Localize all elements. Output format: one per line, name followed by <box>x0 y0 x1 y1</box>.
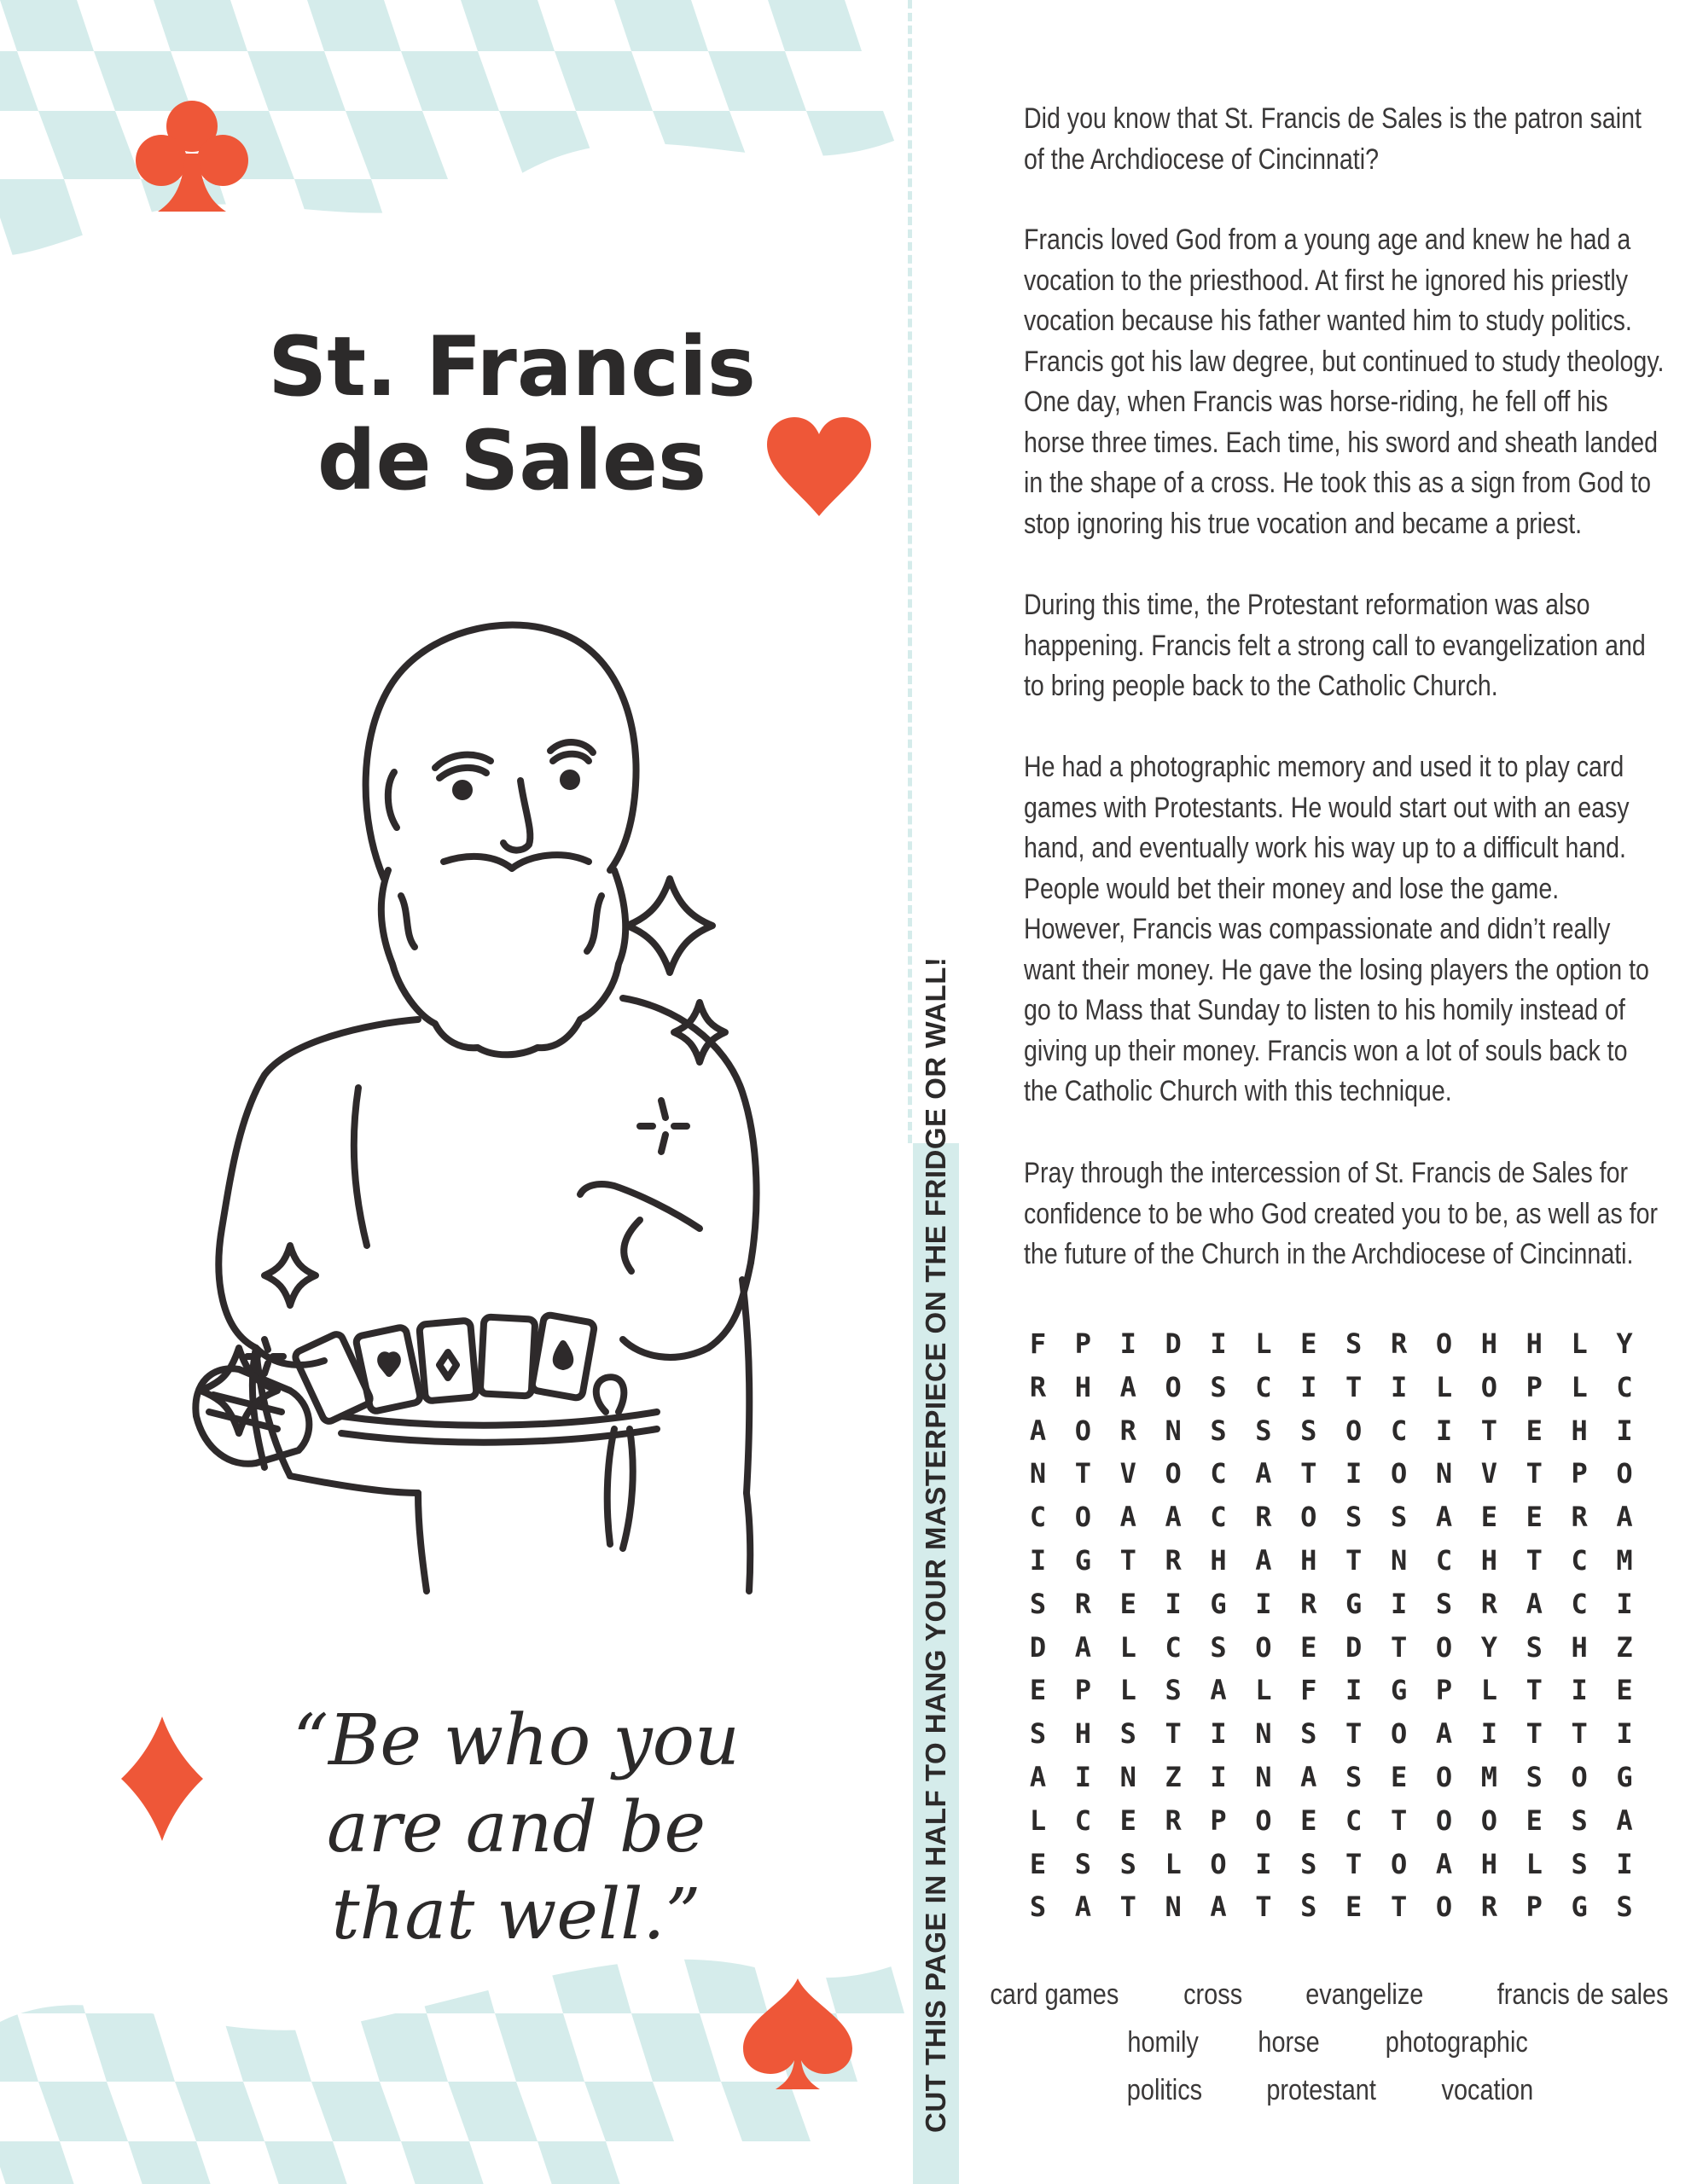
paragraph-line: horse three times. Each time, his sword and sheath landed <box>1024 426 1658 459</box>
word-list <box>990 1971 1669 2114</box>
word-search-letter: S <box>1300 1717 1317 1751</box>
paragraph-line: However, Francis was compassionate and didn’t really <box>1024 913 1611 945</box>
word-search-row <box>1015 1669 1647 1712</box>
word-search-letter: T <box>1300 1457 1317 1490</box>
word-search-letter: L <box>1029 1804 1047 1837</box>
word-search-letter: S <box>1390 1501 1408 1534</box>
word-search-row <box>1015 1583 1647 1626</box>
word-search-letter: T <box>1390 1891 1408 1924</box>
word-search-letter: O <box>1255 1804 1272 1837</box>
word-search-letter: S <box>1435 1587 1453 1620</box>
word-search-letter: S <box>1119 1717 1136 1751</box>
word-search-letter: S <box>1526 1630 1543 1664</box>
word-search-letter: D <box>1165 1327 1182 1360</box>
word-search-letter: S <box>1029 1717 1047 1751</box>
word-search-letter: O <box>1435 1327 1453 1360</box>
word-search-letter: T <box>1480 1414 1497 1447</box>
word-search-letter: S <box>1345 1501 1363 1534</box>
word-search-letter: H <box>1480 1847 1497 1880</box>
paragraph-line: stop ignoring his true vocation and became a priest. <box>1024 507 1583 540</box>
word-search-row <box>1015 1452 1647 1496</box>
word-search-letter: A <box>1119 1501 1136 1534</box>
word-search-letter: I <box>1390 1370 1408 1403</box>
word-search-letter: O <box>1435 1891 1453 1924</box>
word-search-letter: O <box>1210 1847 1227 1880</box>
word-search-letter: R <box>1074 1587 1091 1620</box>
page-title <box>196 320 828 508</box>
word-search-letter: N <box>1390 1543 1408 1577</box>
word-search-letter: S <box>1210 1370 1227 1403</box>
word-search-letter: I <box>1119 1327 1136 1360</box>
word-search-letter: L <box>1255 1327 1272 1360</box>
word-list-item: vocation <box>1441 2074 1534 2106</box>
word-search-letter: T <box>1074 1457 1091 1490</box>
word-search-row <box>1015 1409 1647 1453</box>
word-search-letter: N <box>1255 1760 1272 1793</box>
word-search-letter: A <box>1435 1847 1453 1880</box>
word-search-letter: F <box>1300 1674 1317 1707</box>
saint-illustration <box>162 597 896 1604</box>
word-search-letter: E <box>1526 1804 1543 1837</box>
word-search-letter: Y <box>1616 1327 1633 1360</box>
word-search-letter: T <box>1345 1847 1363 1880</box>
word-search-letter: I <box>1300 1370 1317 1403</box>
word-search-letter: S <box>1119 1847 1136 1880</box>
word-search-letter: S <box>1345 1327 1363 1360</box>
word-search-letter: P <box>1526 1370 1543 1403</box>
word-search-letter: O <box>1480 1804 1497 1837</box>
word-search-letter: N <box>1165 1414 1182 1447</box>
quote-line-3: that well.” <box>331 1874 701 1955</box>
title-line-2: de Sales <box>317 413 707 508</box>
word-search-letter: S <box>1074 1847 1091 1880</box>
quote-line-2: are and be <box>327 1787 706 1868</box>
word-search-letter: O <box>1435 1760 1453 1793</box>
word-search-letter: P <box>1074 1674 1091 1707</box>
word-search-letter: R <box>1119 1414 1136 1447</box>
word-search-letter: O <box>1616 1457 1633 1490</box>
word-search-letter: E <box>1480 1501 1497 1534</box>
paragraph-prayer <box>1024 1153 1672 1275</box>
word-search-letter: I <box>1571 1674 1588 1707</box>
word-search-letter: T <box>1526 1543 1543 1577</box>
word-search-letter: H <box>1571 1630 1588 1664</box>
word-search-letter: A <box>1616 1501 1633 1534</box>
word-search-letter: R <box>1029 1370 1047 1403</box>
word-search-letter: G <box>1616 1760 1633 1793</box>
word-search-letter: S <box>1210 1630 1227 1664</box>
word-search-letter: T <box>1255 1891 1272 1924</box>
word-search-letter: C <box>1210 1457 1227 1490</box>
word-search-letter: A <box>1165 1501 1182 1534</box>
word-search-letter: C <box>1029 1501 1047 1534</box>
word-search-letter: T <box>1345 1370 1363 1403</box>
word-search-letter: E <box>1390 1760 1408 1793</box>
word-search-letter: S <box>1571 1804 1588 1837</box>
word-search-letter: R <box>1480 1891 1497 1924</box>
word-search-letter: R <box>1255 1501 1272 1534</box>
word-search-letter: T <box>1119 1891 1136 1924</box>
word-search-letter: V <box>1480 1457 1497 1490</box>
word-search-letter: A <box>1435 1717 1453 1751</box>
paragraph-line: the Catholic Church with this technique. <box>1024 1075 1452 1107</box>
word-search-letter: L <box>1255 1674 1272 1707</box>
word-search-row <box>1015 1885 1647 1929</box>
word-search-letter: T <box>1345 1717 1363 1751</box>
word-search-letter: I <box>1345 1674 1363 1707</box>
word-search-letter: P <box>1526 1891 1543 1924</box>
word-search-letter: I <box>1210 1717 1227 1751</box>
word-search-letter: H <box>1074 1370 1091 1403</box>
word-search-letter: I <box>1435 1414 1453 1447</box>
word-search-letter: R <box>1165 1804 1182 1837</box>
word-search-letter: I <box>1390 1587 1408 1620</box>
word-search-letter: G <box>1074 1543 1091 1577</box>
paragraph-line: vocation because his father wanted him to study politics. <box>1024 305 1632 337</box>
paragraph-line: He had a photographic memory and used it to play card <box>1024 751 1624 783</box>
word-search-letter: C <box>1210 1501 1227 1534</box>
word-search-letter: C <box>1571 1543 1588 1577</box>
word-search-row <box>1015 1366 1647 1409</box>
word-search-letter: I <box>1210 1760 1227 1793</box>
word-list-row <box>990 1971 1669 2018</box>
quote <box>213 1698 819 1959</box>
word-search-grid <box>1015 1322 1647 1929</box>
word-search-letter: T <box>1390 1804 1408 1837</box>
paragraph-line: Did you know that St. Francis de Sales is the patron saint <box>1024 102 1642 135</box>
paragraph-line: want their money. He gave the losing players the option to <box>1024 953 1649 986</box>
word-search-letter: I <box>1480 1717 1497 1751</box>
word-search-letter: L <box>1571 1327 1588 1360</box>
word-search-letter: O <box>1435 1804 1453 1837</box>
word-search-letter: O <box>1255 1630 1272 1664</box>
word-search-letter: I <box>1165 1587 1182 1620</box>
word-search-letter: A <box>1029 1760 1047 1793</box>
word-search-row <box>1015 1626 1647 1670</box>
word-search-letter: Z <box>1165 1760 1182 1793</box>
word-search-row <box>1015 1712 1647 1756</box>
word-search-row <box>1015 1843 1647 1886</box>
paragraph-line: During this time, the Protestant reformation was also <box>1024 589 1590 621</box>
diamond-icon <box>119 1715 205 1843</box>
paragraph-line: the future of the Church in the Archdiocese of Cincinnati. <box>1024 1238 1634 1270</box>
word-search-letter: H <box>1571 1414 1588 1447</box>
word-search-letter: E <box>1526 1501 1543 1534</box>
word-search-letter: N <box>1165 1891 1182 1924</box>
paragraph-line: in the shape of a cross. He took this as a sign from God to <box>1024 467 1652 499</box>
word-search-letter: M <box>1480 1760 1497 1793</box>
spade-icon <box>738 1975 857 2094</box>
word-search-letter: A <box>1210 1674 1227 1707</box>
word-search-letter: L <box>1526 1847 1543 1880</box>
word-search-letter: C <box>1345 1804 1363 1837</box>
word-search-letter: D <box>1029 1630 1047 1664</box>
word-search-letter: G <box>1571 1891 1588 1924</box>
word-search-letter: O <box>1480 1370 1497 1403</box>
word-search-letter: I <box>1255 1847 1272 1880</box>
paragraph-line: of the Archdiocese of Cincinnati? <box>1024 142 1379 176</box>
quote-line-1: “Be who you <box>293 1700 740 1781</box>
word-list-item: homily <box>1127 2026 1199 2059</box>
word-search-letter: T <box>1345 1543 1363 1577</box>
word-search-letter: R <box>1165 1543 1182 1577</box>
word-search-letter: I <box>1345 1457 1363 1490</box>
cut-line <box>908 0 912 1143</box>
paragraph-card-games <box>1024 747 1672 1112</box>
word-search-letter: E <box>1345 1891 1363 1924</box>
word-search-letter: E <box>1300 1630 1317 1664</box>
paragraph-intro <box>1024 99 1672 180</box>
paragraph-line: Francis got his law degree, but continued to study theology. <box>1024 345 1665 378</box>
word-search-letter: I <box>1029 1543 1047 1577</box>
word-search-letter: E <box>1300 1327 1317 1360</box>
word-search-letter: E <box>1119 1804 1136 1837</box>
word-search-letter: S <box>1571 1847 1588 1880</box>
paragraph-line: games with Protestants. He would start out with an easy <box>1024 791 1630 824</box>
club-icon <box>124 94 260 222</box>
word-search-letter: G <box>1390 1674 1408 1707</box>
word-search-letter: O <box>1345 1414 1363 1447</box>
word-search-letter: O <box>1074 1501 1091 1534</box>
word-search-letter: A <box>1029 1414 1047 1447</box>
word-list-item: cross <box>1183 1978 1242 2011</box>
word-search-letter: L <box>1119 1674 1136 1707</box>
word-search-letter: O <box>1074 1414 1091 1447</box>
word-search-letter: Y <box>1480 1630 1497 1664</box>
word-search-letter: C <box>1255 1370 1272 1403</box>
word-list-item: horse <box>1258 2026 1320 2059</box>
word-search-letter: A <box>1616 1804 1633 1837</box>
word-search-letter: O <box>1390 1847 1408 1880</box>
word-list-item: politics <box>1126 2074 1203 2106</box>
word-search-letter: T <box>1526 1674 1543 1707</box>
word-search-letter: O <box>1390 1717 1408 1751</box>
word-search-letter: A <box>1255 1543 1272 1577</box>
word-search-letter: V <box>1119 1457 1136 1490</box>
word-search-letter: C <box>1390 1414 1408 1447</box>
word-search-letter: N <box>1119 1760 1136 1793</box>
word-search-letter: I <box>1616 1587 1633 1620</box>
word-list-item: evangelize <box>1305 1978 1424 2011</box>
word-search-letter: S <box>1526 1760 1543 1793</box>
word-search-letter: A <box>1435 1501 1453 1534</box>
word-search-letter: L <box>1480 1674 1497 1707</box>
paragraph-line: vocation to the priesthood. At first he ignored his priestly <box>1024 264 1629 297</box>
paragraph-line: Francis loved God from a young age and knew he had a <box>1024 224 1631 256</box>
word-search-letter: C <box>1571 1587 1588 1620</box>
word-search-letter: S <box>1165 1674 1182 1707</box>
word-search-letter: D <box>1345 1630 1363 1664</box>
word-search-letter: C <box>1074 1804 1091 1837</box>
word-search-letter: R <box>1480 1587 1497 1620</box>
word-search-letter: T <box>1571 1717 1588 1751</box>
word-search-letter: O <box>1390 1457 1408 1490</box>
word-search-letter: S <box>1345 1760 1363 1793</box>
word-search-letter: O <box>1300 1501 1317 1534</box>
paragraph-line: to bring people back to the Catholic Church. <box>1024 670 1498 702</box>
word-list-item: francis de sales <box>1496 1978 1669 2011</box>
title-line-1: St. Francis <box>268 319 756 415</box>
paragraph-line: Pray through the intercession of St. Francis de Sales for <box>1024 1157 1629 1189</box>
word-search-letter: S <box>1300 1891 1317 1924</box>
word-search-letter: S <box>1255 1414 1272 1447</box>
word-search-letter: O <box>1165 1457 1182 1490</box>
word-search-letter: R <box>1571 1501 1588 1534</box>
word-search-letter: M <box>1616 1543 1633 1577</box>
word-search-letter: I <box>1074 1760 1091 1793</box>
word-search-letter: O <box>1435 1630 1453 1664</box>
word-search-letter: C <box>1435 1543 1453 1577</box>
word-search-letter: C <box>1616 1370 1633 1403</box>
word-search-letter: I <box>1616 1847 1633 1880</box>
word-search-letter: L <box>1119 1630 1136 1664</box>
word-search-letter: T <box>1526 1457 1543 1490</box>
word-search-row <box>1015 1799 1647 1843</box>
word-search-letter: E <box>1029 1674 1047 1707</box>
word-search-letter: H <box>1480 1543 1497 1577</box>
word-search-letter: G <box>1345 1587 1363 1620</box>
word-search-letter: P <box>1571 1457 1588 1490</box>
cut-instruction: CUT THIS PAGE IN HALF TO HANG YOUR MASTERPIECE ON THE FRIDGE OR WALL! <box>920 956 951 2133</box>
word-search-letter: L <box>1435 1370 1453 1403</box>
word-search-letter: E <box>1300 1804 1317 1837</box>
word-list-row <box>1007 2018 1655 2066</box>
word-search-letter: I <box>1616 1717 1633 1751</box>
paragraph-line: happening. Francis felt a strong call to evangelization and <box>1024 629 1646 662</box>
word-search-letter: C <box>1165 1630 1182 1664</box>
paragraph-line: confidence to be who God created you to be, as well as for <box>1024 1197 1659 1230</box>
word-search-letter: E <box>1119 1587 1136 1620</box>
word-search-letter: I <box>1255 1587 1272 1620</box>
word-search-letter: F <box>1029 1327 1047 1360</box>
word-search-letter: S <box>1300 1414 1317 1447</box>
word-search-letter: R <box>1390 1327 1408 1360</box>
word-search-letter: H <box>1526 1327 1543 1360</box>
paragraph-line: go to Mass that Sunday to listen to his homily instead of <box>1024 994 1625 1026</box>
word-search-letter: O <box>1571 1760 1588 1793</box>
word-search-letter: E <box>1029 1847 1047 1880</box>
paragraph-line: People would bet their money and lose the game. <box>1024 872 1560 905</box>
word-search-letter: S <box>1029 1587 1047 1620</box>
word-search-letter: T <box>1390 1630 1408 1664</box>
word-search-letter: A <box>1300 1760 1317 1793</box>
word-search-letter: P <box>1435 1674 1453 1707</box>
word-search-letter: H <box>1480 1327 1497 1360</box>
word-search-letter: H <box>1210 1543 1227 1577</box>
word-search-row <box>1015 1756 1647 1799</box>
word-list-row <box>1007 2066 1655 2114</box>
paragraph-line: hand, and eventually work his way up to a difficult hand. <box>1024 832 1626 864</box>
word-search-letter: H <box>1300 1543 1317 1577</box>
paragraph-line: One day, when Francis was horse-riding, he fell off his <box>1024 386 1608 418</box>
word-search-letter: N <box>1029 1457 1047 1490</box>
word-search-letter: S <box>1210 1414 1227 1447</box>
word-search-letter: S <box>1029 1891 1047 1924</box>
word-search-letter: E <box>1616 1674 1633 1707</box>
word-search-letter: L <box>1571 1370 1588 1403</box>
word-list-item: card games <box>990 1978 1119 2011</box>
word-search-letter: R <box>1300 1587 1317 1620</box>
word-search-letter: T <box>1165 1717 1182 1751</box>
word-search-letter: O <box>1165 1370 1182 1403</box>
word-search-letter: L <box>1165 1847 1182 1880</box>
word-search-letter: A <box>1074 1891 1091 1924</box>
word-search-row <box>1015 1322 1647 1366</box>
word-search-letter: A <box>1526 1587 1543 1620</box>
word-search-letter: E <box>1526 1414 1543 1447</box>
word-search-letter: P <box>1210 1804 1227 1837</box>
word-search-letter: T <box>1526 1717 1543 1751</box>
word-search-letter: Z <box>1616 1630 1633 1664</box>
paragraph-vocation <box>1024 220 1672 544</box>
word-search-letter: T <box>1119 1543 1136 1577</box>
word-search-letter: S <box>1616 1891 1633 1924</box>
word-list-item: protestant <box>1266 2074 1376 2106</box>
word-search-letter: A <box>1074 1630 1091 1664</box>
word-search-letter: H <box>1074 1717 1091 1751</box>
word-search-letter: P <box>1074 1327 1091 1360</box>
paragraph-reformation <box>1024 585 1672 707</box>
word-search-letter: N <box>1435 1457 1453 1490</box>
word-search-letter: I <box>1616 1414 1633 1447</box>
word-search-letter: S <box>1300 1847 1317 1880</box>
word-search-row <box>1015 1496 1647 1539</box>
word-search-letter: A <box>1255 1457 1272 1490</box>
word-list-item: photographic <box>1386 2026 1529 2059</box>
word-search-letter: N <box>1255 1717 1272 1751</box>
word-search-row <box>1015 1539 1647 1583</box>
word-search-letter: A <box>1210 1891 1227 1924</box>
word-search-letter: A <box>1119 1370 1136 1403</box>
paragraph-line: giving up their money. Francis won a lot of souls back to <box>1024 1034 1628 1067</box>
word-search-letter: G <box>1210 1587 1227 1620</box>
word-search-letter: I <box>1210 1327 1227 1360</box>
